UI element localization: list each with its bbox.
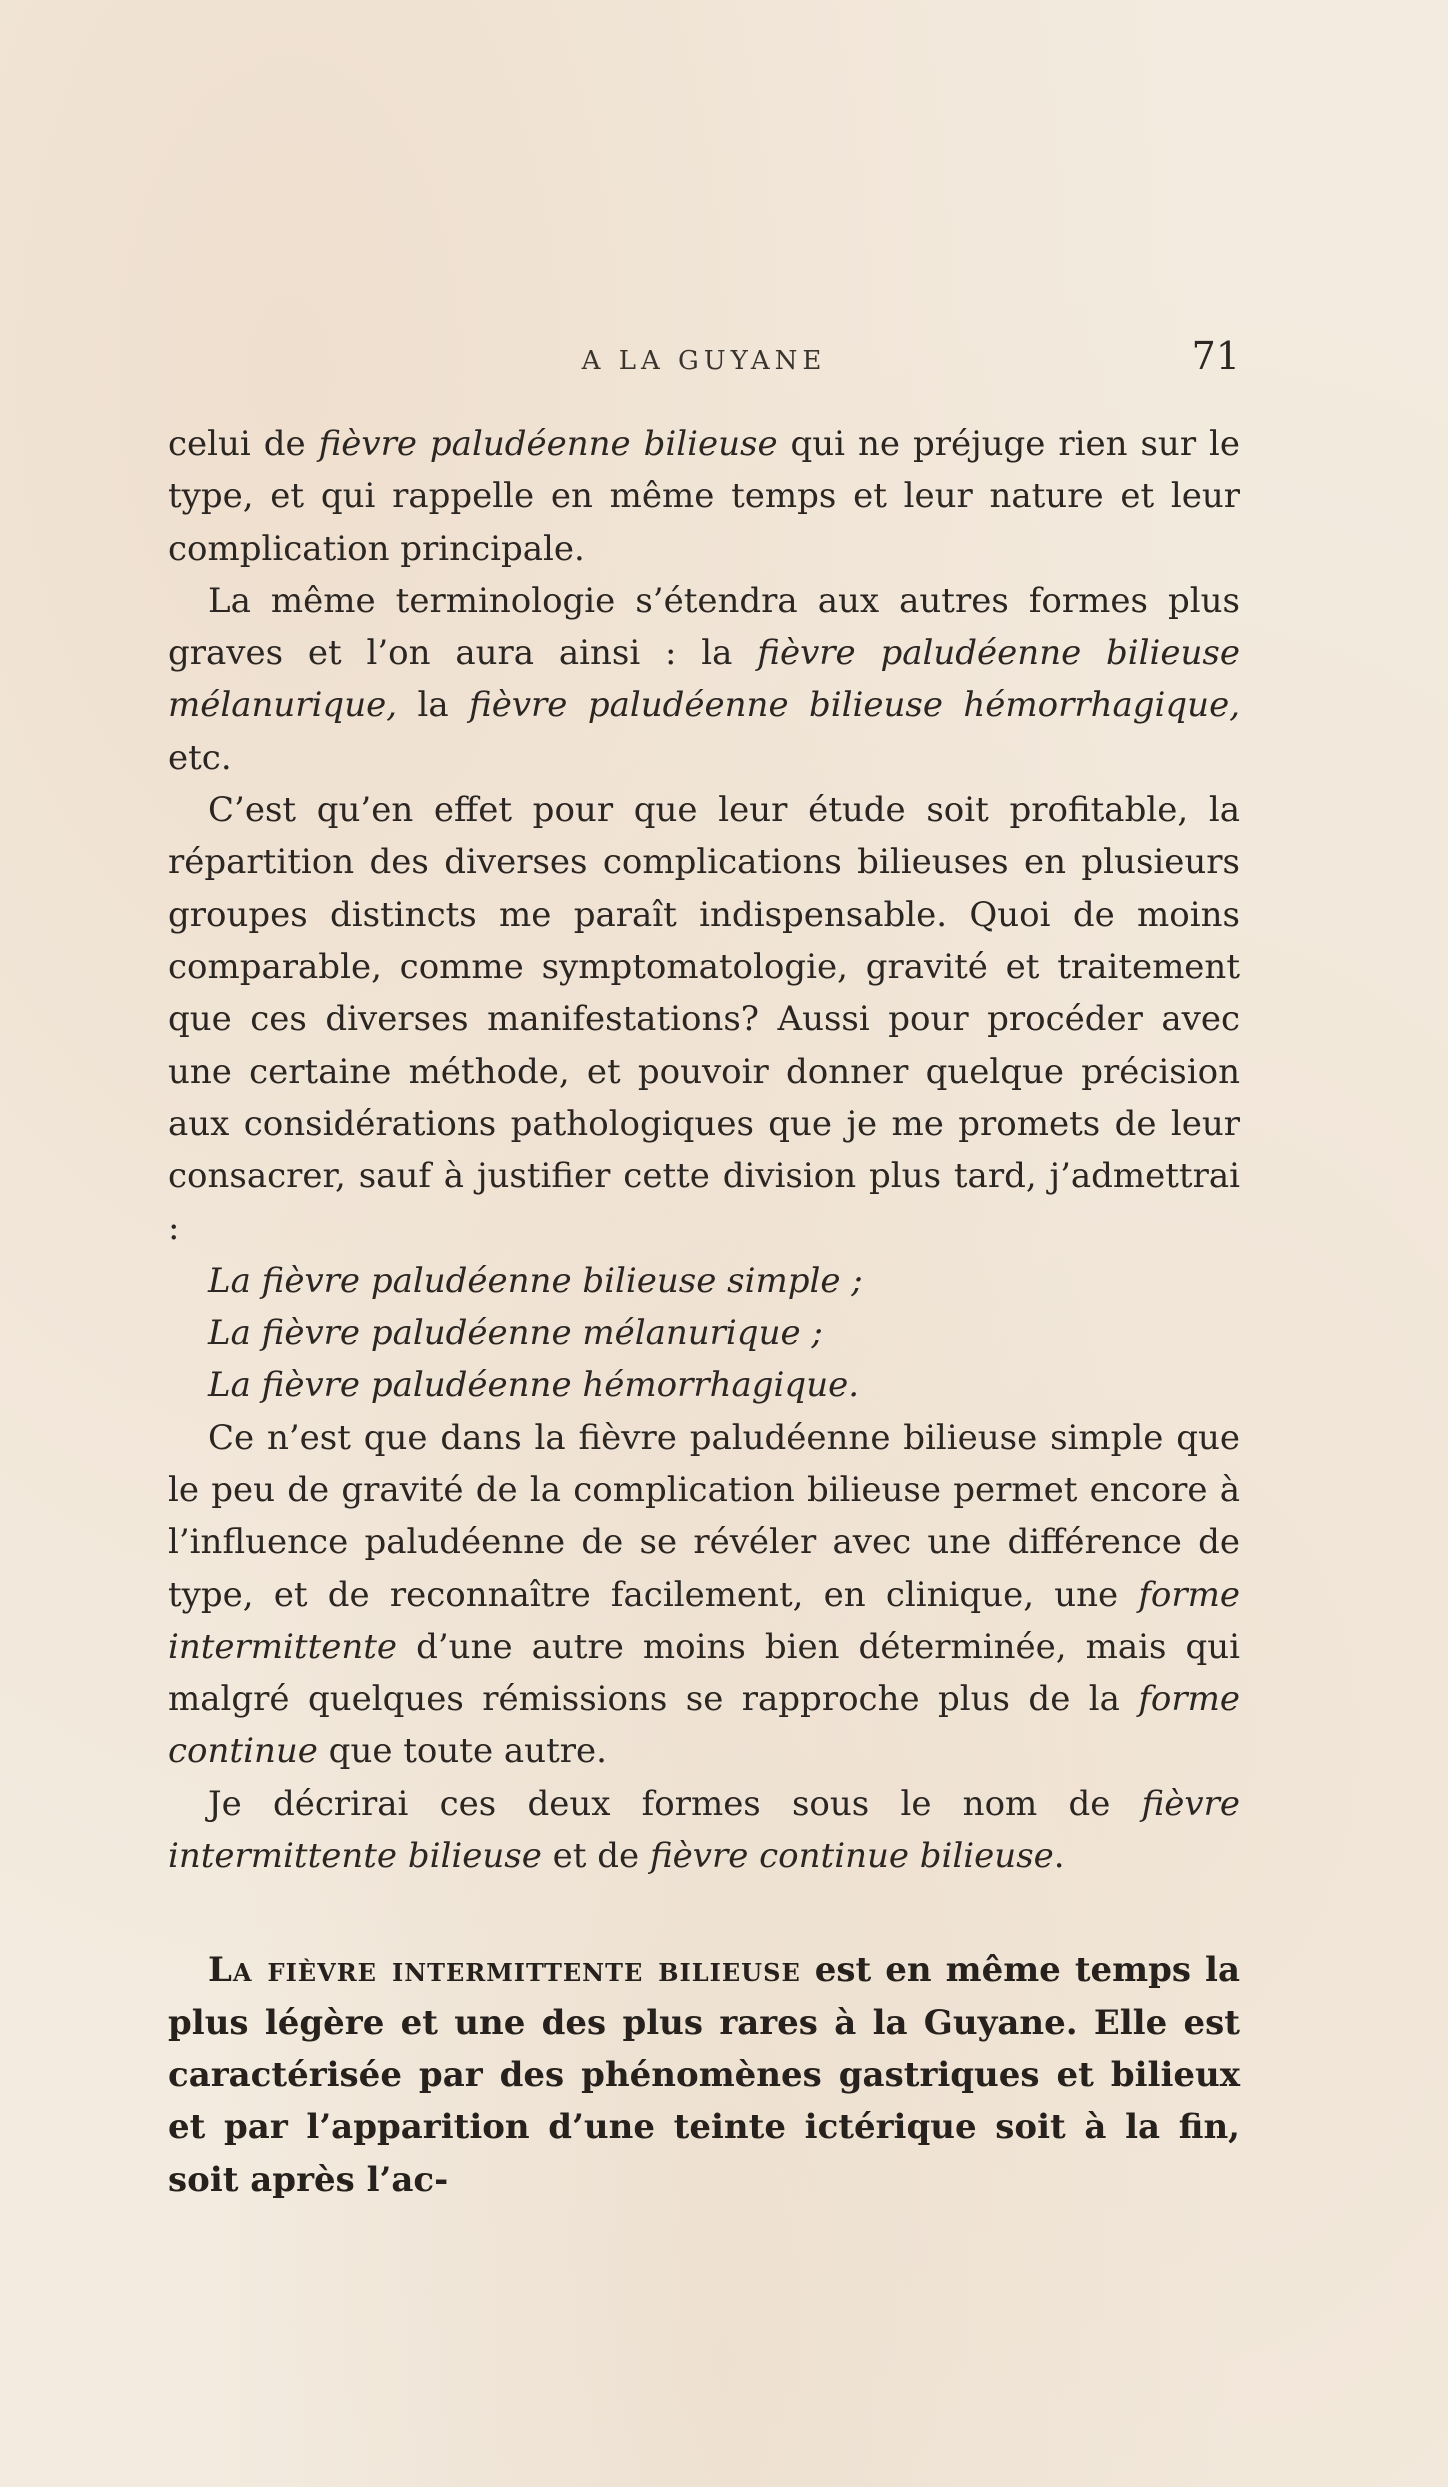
section-gap xyxy=(168,1882,1240,1944)
italic-term: fièvre paludéenne bilieuse hémorrhagique, xyxy=(469,685,1241,726)
italic-term: fièvre continue bilieuse xyxy=(649,1836,1054,1877)
section-heading: La fièvre intermittente bilieuse xyxy=(208,1950,801,1991)
paragraph-1: celui de fièvre paludéenne bilieuse qui ne préjuge rien sur le type, et qui rappelle en même temps et leur nature et leur complication principale. xyxy=(168,424,1241,569)
italic-term: fièvre intermittente bilieuse xyxy=(168,1783,1240,1877)
italic-term: forme intermittente xyxy=(168,1574,1240,1667)
body-text xyxy=(168,418,1240,2206)
paragraph-4: Ce n’est que dans la fièvre paludéenne bilieuse simple que le peu de gravité de la complication bilieuse permet encore à l’influence paludéenne de se révéler avec une différence de type, et de reconnaître facilement, en clinique, une forme intermittente d’une autre moins bien déterminée, mais qui malgré quelques rémissions se rapproche plus de la forme continue que toute autre. xyxy=(168,1417,1240,1772)
list-item: La fièvre paludéenne hémorrhagique. xyxy=(208,1365,860,1406)
paragraph-3: C’est qu’en effet pour que leur étude soit profitable, la répartition des diverses complications bilieuses en plusieurs groupes distincts me paraît indispensable. Quoi de moins comparable, comme symptomatologie, gravité et traitement que ces diverses manifestations? Aussi pour procéder avec une certaine méthode, et pouvoir donner quelque précision aux considérations pathologiques que je me promets de leur consacrer, sauf à justifier cette division plus tard, j’admettrai : xyxy=(168,790,1240,1249)
paragraph-2: La même terminologie s’étendra aux autres formes plus graves et l’on aura ainsi : la fièvre paludéenne bilieuse mélanurique, la fièvre paludéenne bilieuse hémorrhagique, etc. xyxy=(168,580,1241,778)
page-number: 71 xyxy=(1191,334,1240,378)
italic-term: fièvre paludéenne bilieuse xyxy=(318,424,778,464)
list-item: La fièvre paludéenne mélanurique ; xyxy=(208,1313,823,1354)
running-head: A LA GUYANE xyxy=(581,346,827,376)
paragraph-6: La fièvre intermittente bilieuse est en même temps la plus légère et une des plus rares à la Guyane. Elle est caractérisée par des phénomènes gastriques et bilieux et par l’apparition d’une teinte ictérique soit à la fin, soit après l’ac- xyxy=(168,1950,1240,2200)
paragraph-5: Je décrirai ces deux formes sous le nom de fièvre intermittente bilieuse et de fièvre continue bilieuse. xyxy=(168,1783,1240,1877)
italic-term: forme continue xyxy=(168,1679,1240,1772)
italic-term: fièvre paludéenne bilieuse mélanurique, xyxy=(168,633,1240,726)
page-header xyxy=(168,334,1240,384)
list-item: La fièvre paludéenne bilieuse simple ; xyxy=(208,1260,863,1301)
